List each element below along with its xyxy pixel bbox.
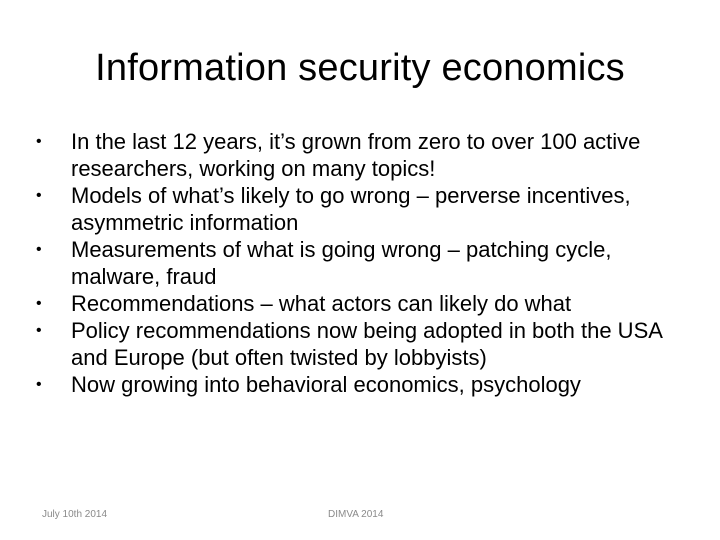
bullet-text: Recommendations – what actors can likely do what [71,291,572,316]
bullet-item [36,317,686,371]
bullet-icon: • [36,322,42,339]
bullet-text: Policy recommendations now being adopted in both the USA and Europe (but often twisted by lobbyists) [71,318,662,370]
bullet-text: Measurements of what is going wrong – patching cycle, malware, fraud [71,237,612,289]
bullet-icon: • [36,376,42,393]
bullet-text: Now growing into behavioral economics, psychology [71,372,581,397]
bullet-item [36,236,686,290]
footer-event: DIMVA 2014 [328,509,384,520]
bullet-item [36,128,686,182]
bullet-text: In the last 12 years, it’s grown from zero to over 100 active researchers, working on many topics! [71,129,641,181]
bullet-icon: • [36,241,42,258]
bullet-list [36,128,686,398]
bullet-text: Models of what’s likely to go wrong – perverse incentives, asymmetric information [71,183,631,235]
bullet-item [36,182,686,236]
bullet-icon: • [36,187,42,204]
footer-date: July 10th 2014 [42,509,108,520]
bullet-icon: • [36,133,42,150]
bullet-item [36,371,686,398]
bullet-item [36,290,686,317]
bullet-icon: • [36,295,42,312]
slide-title: Information security economics [95,47,625,89]
